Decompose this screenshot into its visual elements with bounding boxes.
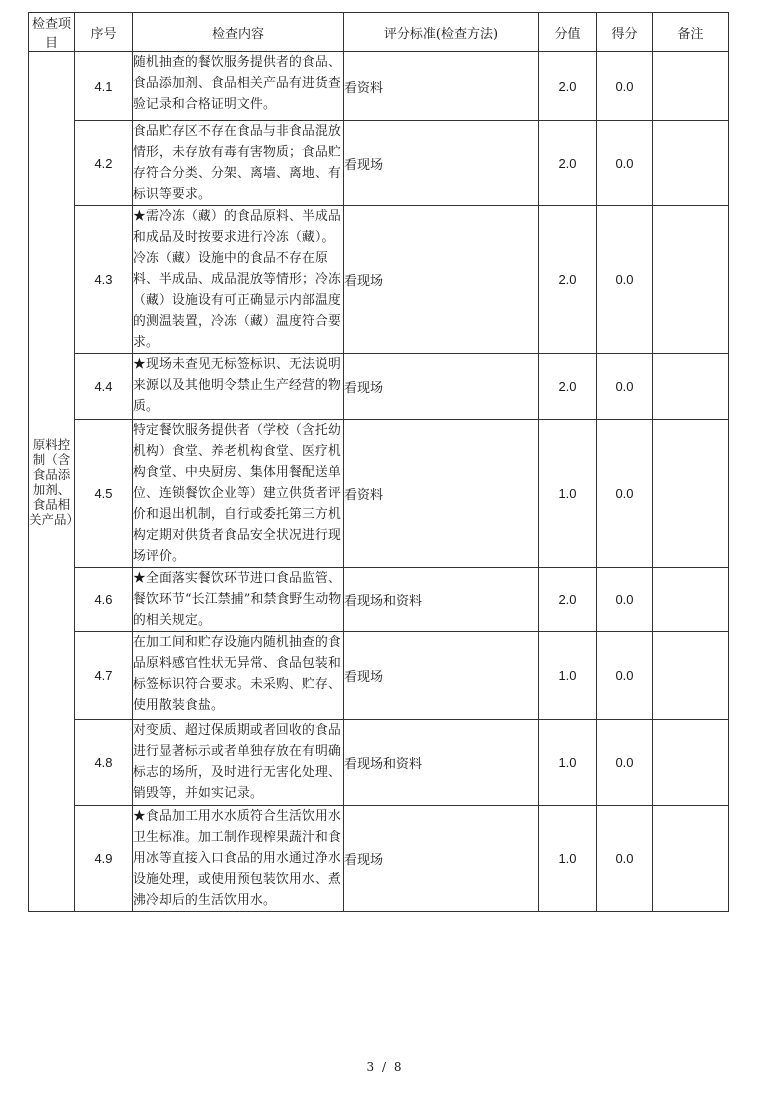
row-content: 在加工间和贮存设施内随机抽查的食品原料感官性状无异常、食品包装和标签标识符合要求。未采购、贮存、使用散装食盐。 bbox=[133, 632, 344, 720]
row-method: 看现场和资料 bbox=[344, 720, 539, 806]
row-method: 看现场 bbox=[344, 806, 539, 912]
category-cell: 原料控制（含食品添加剂、食品相关产品） bbox=[29, 52, 75, 912]
row-no: 4.5 bbox=[75, 420, 133, 568]
row-value: 1.0 bbox=[539, 720, 597, 806]
row-no: 4.2 bbox=[75, 121, 133, 206]
row-remark bbox=[653, 632, 729, 720]
row-method: 看现场 bbox=[344, 354, 539, 420]
row-score: 0.0 bbox=[597, 206, 653, 354]
row-remark bbox=[653, 806, 729, 912]
table-row bbox=[29, 568, 729, 632]
row-no: 4.7 bbox=[75, 632, 133, 720]
row-method: 看现场 bbox=[344, 206, 539, 354]
header-row bbox=[29, 13, 729, 52]
row-remark bbox=[653, 121, 729, 206]
row-method: 看资料 bbox=[344, 52, 539, 121]
header-score: 得分 bbox=[597, 13, 653, 52]
header-no: 序号 bbox=[75, 13, 133, 52]
row-content: 特定餐饮服务提供者（学校（含托幼机构）食堂、养老机构食堂、医疗机构食堂、中央厨房、集体用餐配送单位、连锁餐饮企业等）建立供货者评价和退出机制，自行或委托第三方机构定期对供货者食品安全状况进行现场评价。 bbox=[133, 420, 344, 568]
header-method: 评分标准(检查方法) bbox=[344, 13, 539, 52]
row-remark bbox=[653, 568, 729, 632]
row-method: 看现场 bbox=[344, 632, 539, 720]
row-content: 随机抽查的餐饮服务提供者的食品、食品添加剂、食品相关产品有进货查验记录和合格证明文件。 bbox=[133, 52, 344, 121]
row-value: 2.0 bbox=[539, 206, 597, 354]
row-method: 看现场 bbox=[344, 121, 539, 206]
row-no: 4.1 bbox=[75, 52, 133, 121]
row-score: 0.0 bbox=[597, 121, 653, 206]
row-value: 2.0 bbox=[539, 121, 597, 206]
table-row bbox=[29, 121, 729, 206]
row-content: ★需冷冻（藏）的食品原料、半成品和成品及时按要求进行冷冻（藏）。冷冻（藏）设施中的食品不存在原料、半成品、成品混放等情形；冷冻（藏）设施设有可正确显示内部温度的测温装置，冷冻（藏）温度符合要求。 bbox=[133, 206, 344, 354]
header-content: 检查内容 bbox=[133, 13, 344, 52]
row-remark bbox=[653, 354, 729, 420]
table-row bbox=[29, 52, 729, 121]
row-remark bbox=[653, 52, 729, 121]
row-content: ★现场未查见无标签标识、无法说明来源以及其他明令禁止生产经营的物质。 bbox=[133, 354, 344, 420]
header-remark: 备注 bbox=[653, 13, 729, 52]
row-score: 0.0 bbox=[597, 52, 653, 121]
inspection-table bbox=[28, 12, 729, 912]
row-score: 0.0 bbox=[597, 354, 653, 420]
table-row bbox=[29, 206, 729, 354]
row-content: ★全面落实餐饮环节进口食品监管、餐饮环节“长江禁捕”和禁食野生动物的相关规定。 bbox=[133, 568, 344, 632]
row-remark bbox=[653, 206, 729, 354]
row-score: 0.0 bbox=[597, 806, 653, 912]
row-value: 1.0 bbox=[539, 806, 597, 912]
row-content: ★食品加工用水水质符合生活饮用水卫生标准。加工制作现榨果蔬汁和食用冰等直接入口食品的用水通过净水设施处理，或使用预包装饮用水、煮沸冷却后的生活饮用水。 bbox=[133, 806, 344, 912]
row-content: 对变质、超过保质期或者回收的食品进行显著标示或者单独存放在有明确标志的场所，及时进行无害化处理、销毁等，并如实记录。 bbox=[133, 720, 344, 806]
row-no: 4.8 bbox=[75, 720, 133, 806]
row-value: 2.0 bbox=[539, 52, 597, 121]
row-method: 看资料 bbox=[344, 420, 539, 568]
row-score: 0.0 bbox=[597, 568, 653, 632]
row-no: 4.6 bbox=[75, 568, 133, 632]
row-value: 2.0 bbox=[539, 354, 597, 420]
row-no: 4.4 bbox=[75, 354, 133, 420]
page-number: 3 / 8 bbox=[366, 1060, 404, 1074]
row-remark bbox=[653, 720, 729, 806]
row-value: 1.0 bbox=[539, 420, 597, 568]
table-row bbox=[29, 420, 729, 568]
row-remark bbox=[653, 420, 729, 568]
row-score: 0.0 bbox=[597, 632, 653, 720]
row-score: 0.0 bbox=[597, 420, 653, 568]
row-value: 1.0 bbox=[539, 632, 597, 720]
header-category: 检查项目 bbox=[29, 13, 75, 52]
header-value: 分值 bbox=[539, 13, 597, 52]
row-content: 食品贮存区不存在食品与非食品混放情形，未存放有毒有害物质；食品贮存符合分类、分架、离墙、离地、有标识等要求。 bbox=[133, 121, 344, 206]
row-method: 看现场和资料 bbox=[344, 568, 539, 632]
table-row bbox=[29, 632, 729, 720]
row-no: 4.3 bbox=[75, 206, 133, 354]
table-row bbox=[29, 806, 729, 912]
row-value: 2.0 bbox=[539, 568, 597, 632]
row-no: 4.9 bbox=[75, 806, 133, 912]
row-score: 0.0 bbox=[597, 720, 653, 806]
table-row bbox=[29, 720, 729, 806]
table-row bbox=[29, 354, 729, 420]
